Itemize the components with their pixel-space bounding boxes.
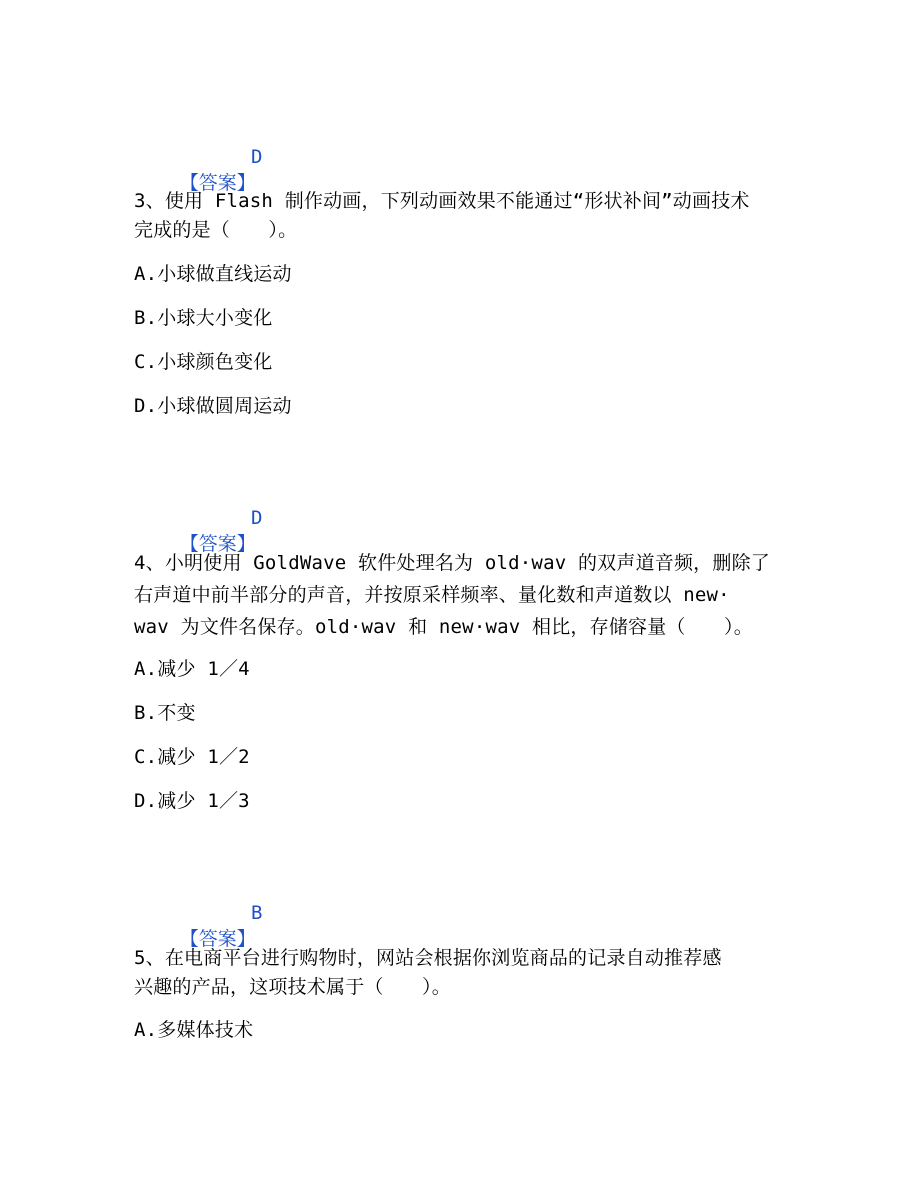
question-4-option-c: C.减少 1／2 [134,746,250,768]
answer-value: B [251,902,263,924]
question-5-line-2: 兴趣的产品，这项技术属于（ ）。 [134,976,451,998]
question-4-line-1: 4、小明使用 GoldWave 软件处理名为 old·wav 的双声道音频，删除了 [134,552,770,574]
answer-value: D [251,146,263,168]
question-4-option-b: B.不变 [134,702,196,724]
answer-label: 【答案】 [179,533,256,555]
question-3-option-b: B.小球大小变化 [134,307,273,329]
question-4-option-a: A.减少 1／4 [134,658,250,680]
question-5-line-1: 5、在电商平台进行购物时，网站会根据你浏览商品的记录自动推荐感 [134,947,722,969]
question-5-option-a: A.多媒体技术 [134,1019,254,1041]
question-4-option-d: D.减少 1／3 [134,790,250,812]
answer-label: 【答案】 [179,928,256,950]
question-4-line-3: wav 为文件名保存。old·wav 和 new·wav 相比，存储容量（ ）。 [134,616,753,638]
question-3-line-2: 完成的是（ ）。 [134,219,298,241]
answer-label: 【答案】 [179,172,256,194]
question-3-option-d: D.小球做圆周运动 [134,395,292,417]
question-3-option-c: C.小球颜色变化 [134,351,273,373]
answer-value: D [251,507,263,529]
question-3-line-1: 3、使用 Flash 制作动画，下列动画效果不能通过“形状补间”动画技术 [134,190,750,212]
question-3-option-a: A.小球做直线运动 [134,263,292,285]
question-4-line-2: 右声道中前半部分的声音，并按原采样频率、量化数和声道数以 new· [134,584,730,606]
